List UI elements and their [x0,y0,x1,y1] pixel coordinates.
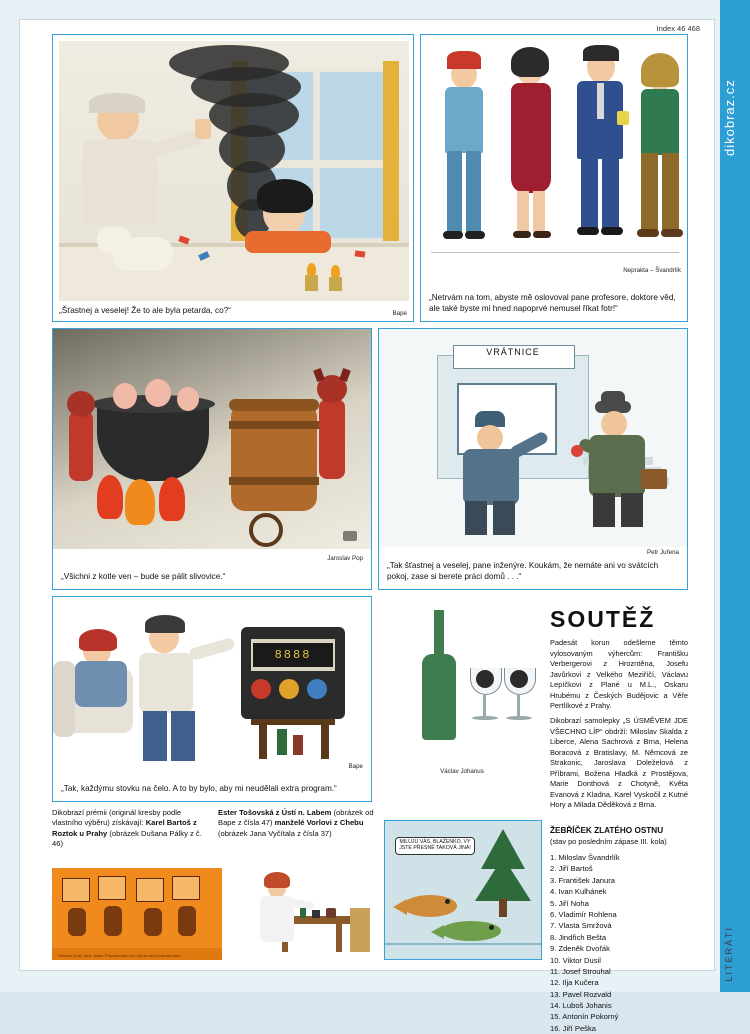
figure-man-suit [571,51,629,249]
signature-four-people: Neprakta – Švandrlík [623,267,681,274]
cartoon-devils-art [53,329,371,549]
list-item: 5. Jiří Noha [550,898,589,908]
signature-bottle-glasses: Václav Johanus [440,768,484,775]
signature-fireworks: Bape [392,310,407,317]
panel-four-people [420,34,688,322]
gatehouse-sign-text: VRÁTNICE [486,347,540,357]
cartoon-slot-machine-art: 8888 [53,597,371,763]
premie-text-6: (obrázek Jana Vyčítala z čísla 37) [218,828,332,838]
index-code: Index 46 468 [656,24,700,33]
signature-devils: Jaroslav Pop [327,555,363,562]
premie-text-4: (obrázek od Bape z čísla 47) [218,808,374,828]
cartoon-fireworks-art [59,41,409,301]
right-blue-band [720,0,750,992]
list-item: 6. Vladimír Rohlena [550,909,617,919]
caption-gatehouse: „Tak šťastnej a veselej, pane inženýre. Koukám, že nemáte ani vo svátcích pokoj, zase si berete práci domů . . .“ [387,561,659,582]
caption-fireworks: „Šťastnej a veselej! Že to ale byla petarda, co?“ [59,306,231,316]
premie-col-1 [52,808,210,849]
list-item: 10. Viktor Dusil [550,955,601,965]
premie-bold-1: Karel Bartoš z Roztok u Prahy [52,818,197,838]
premie-text-2: (obrázek Dušana Pálky z č. 46) [52,828,202,848]
panel-gatehouse [378,328,688,590]
list-item: 4. Ivan Kulhánek [550,887,607,897]
list-item: 2. Jiří Bartoš [550,864,593,874]
signature-slot-machine: Bape [348,763,363,770]
cartoon-fish-art [385,821,541,959]
cartoon-waitress-art [228,868,378,960]
panel-fireworks [52,34,414,322]
premie-col-2 [218,808,378,839]
cartoon-bottle-glasses-art [378,596,546,768]
brand-label: dikobraz.cz [722,79,737,156]
zebricek-list [550,852,688,1034]
figure-hippie [635,57,685,249]
caption-devils: „Všichni z kotle ven – bude se pálit slivovice.“ [61,572,226,582]
panel-soutez [550,596,690,1033]
speech-bubble: MILUJU VÁS, BLAŽENKO, VY JSTE PŘESNĚ TAKOVÁ JINÁ! [395,837,475,855]
cartoon-four-people-art [421,35,687,265]
soutez-title: SOUTĚŽ [550,606,656,632]
cartoon-gatehouse-art [379,329,687,547]
panel-slot-machine [52,596,372,802]
list-item: 16. Jiří Peška [550,1023,597,1033]
panel-fish [384,820,542,960]
figure-teen [439,59,489,249]
list-item: 3. František Janura [550,875,615,885]
soutez-body-2: Dikobrazí samolepky „S ÚSMĚVEM JDE VŠECHNO LÍP“ obdrží: Miloslav Skalda z Liberce, Alena Sachrová z Brna, Helena Boracová z Bratislavy, M. Němcová ze Strakonic, Jaroslava Doleželová z Příbrami, Božena Hladká z Prostějova, Marie Donthová z Chotyně, Květa Evanová z Kladna, Karel Vyskočil z Kutné Hory a Milada Děděková z Brna. [550,716,688,810]
panel-orange-strip [52,868,222,960]
list-item: 8. Jindřich Bešta [550,932,607,942]
list-item: 9. Zdeněk Dvořák [550,944,610,954]
list-item: 13. Pavel Rozvald [550,989,612,999]
soutez-body-1: Padesát korun odešleme těmto vylosovaným výhercům: Františku Verbergerovi z Hrozntěna, Josefu Javůrkovi z Velkého Meziříčí, Václavu Lepíčkovi z Plané u M.L., Oskaru Hrubému z Českých Budějovic a Věře Pertlíkové z Prahy. [550,638,688,711]
panel-waitress [228,868,378,960]
premie-bold-3: manželé Vorlovi z Chebu [274,818,364,828]
magazine-sheet [20,20,714,1033]
list-item: 7. Vlasta Smržová [550,921,612,931]
list-item: 11. Josef Strouhal [550,966,611,976]
list-item: 14. Luboš Johanis [550,1001,612,1011]
figure-woman-red [503,53,557,249]
zebricek-subtitle: (stav po posledním zápase III. kola) [550,837,667,846]
cartoon-orange-art: Obluzení koláž, kresl. Veška. Případka učlen lze, aby se nás konstrukce jako: [52,868,222,960]
list-item: 1. Miloslav Švandrlík [550,853,620,862]
caption-four-people: „Netrvám na tom, abyste mě oslovoval pane profesore, doktore věd, ale také byste mi hned napoprvé nemusel říkat fotr!“ [429,293,676,314]
premie-bold-2: Ester Tošovská z Ústí n. Labem [218,808,332,817]
side-label: LITERÁTI [724,926,734,982]
caption-slot-machine: „Tak, každýmu stovku na čelo. A to by bylo, aby mi neudělali extra program.“ [61,784,337,794]
list-item: 15. Antonín Pokorný [550,1012,619,1022]
signature-gatehouse: Petr Juřena [647,549,679,556]
panel-bottle-glasses [378,596,546,792]
list-item: 12. Ilja Kučera [550,978,599,988]
zebricek-title: ŽEBŘÍČEK ZLATÉHO OSTNU [550,826,664,835]
premie-text-1: Dikobrazí prémii (originál kresby podle vlastního výběru) získávají: [52,808,182,828]
panel-premie [52,808,380,864]
panel-devils [52,328,372,590]
